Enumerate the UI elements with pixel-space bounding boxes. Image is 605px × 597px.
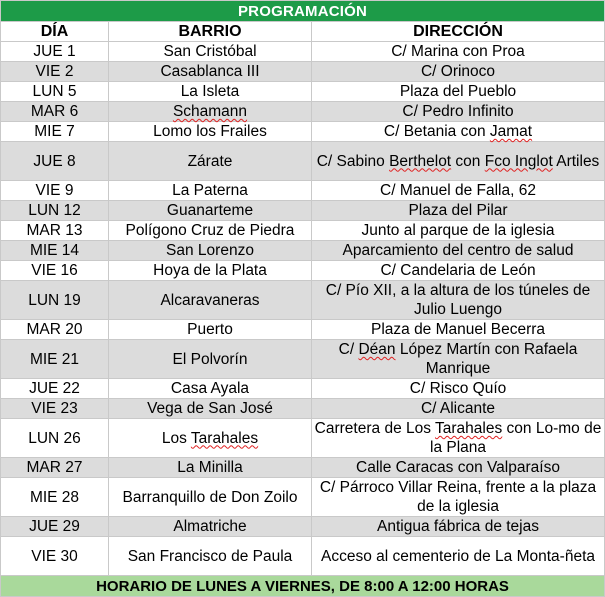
- spellcheck-mark: Fco Inglot: [484, 152, 553, 170]
- footer-row: [1, 576, 605, 597]
- cell-dia: JUE 29: [1, 517, 109, 537]
- cell-dia: MAR 27: [1, 458, 109, 478]
- cell-direccion: C/ Marina con Proa: [312, 42, 605, 62]
- cell-barrio: Zárate: [109, 142, 312, 181]
- table-row: [1, 340, 605, 379]
- cell-barrio: San Francisco de Paula: [109, 537, 312, 576]
- cell-direccion: C/ Pío XII, a la altura de los túneles de Julio Luengo: [312, 281, 605, 320]
- cell-direccion: C/ Alicante: [312, 399, 605, 419]
- header-row: [1, 22, 605, 42]
- spellcheck-mark: Jamat: [489, 123, 533, 140]
- schedule-footer: HORARIO DE LUNES A VIERNES, DE 8:00 A 12:00 HORAS: [1, 576, 605, 597]
- cell-direccion: C/ Manuel de Falla, 62: [312, 181, 605, 201]
- table-row: [1, 537, 605, 576]
- cell-dia: VIE 30: [1, 537, 109, 576]
- table-row: [1, 102, 605, 122]
- cell-direccion: C/ Risco Quío: [312, 379, 605, 399]
- spellcheck-mark: Tarahales: [190, 429, 259, 447]
- cell-dia: VIE 9: [1, 181, 109, 201]
- cell-direccion: C/ Betania con Jamat: [312, 122, 605, 142]
- cell-dia: MIE 7: [1, 122, 109, 142]
- cell-barrio: La Isleta: [109, 82, 312, 102]
- cell-direccion: Junto al parque de la iglesia: [312, 221, 605, 241]
- cell-direccion: C/ Candelaria de León: [312, 261, 605, 281]
- cell-barrio: Guanarteme: [109, 201, 312, 221]
- cell-direccion: C/ Sabino Berthelot con Fco Inglot Artiles: [312, 142, 605, 181]
- spellcheck-mark: Tarahales: [435, 420, 503, 437]
- spellcheck-mark: Berthelot: [389, 152, 452, 170]
- cell-direccion: Plaza del Pilar: [312, 201, 605, 221]
- cell-direccion: Acceso al cementerio de La Monta-ñeta: [312, 537, 605, 576]
- table-row: [1, 241, 605, 261]
- cell-direccion: Calle Caracas con Valparaíso: [312, 458, 605, 478]
- table-row: [1, 122, 605, 142]
- cell-barrio: Polígono Cruz de Piedra: [109, 221, 312, 241]
- cell-direccion: Aparcamiento del centro de salud: [312, 241, 605, 261]
- table-row: [1, 261, 605, 281]
- table-row: [1, 201, 605, 221]
- cell-barrio: Vega de San José: [109, 399, 312, 419]
- table-title: PROGRAMACIÓN: [1, 1, 605, 22]
- cell-barrio: Puerto: [109, 320, 312, 340]
- cell-direccion: Antigua fábrica de tejas: [312, 517, 605, 537]
- cell-direccion: Plaza del Pueblo: [312, 82, 605, 102]
- table-row: [1, 458, 605, 478]
- spellcheck-mark: Déan: [358, 341, 396, 358]
- cell-dia: MIE 21: [1, 340, 109, 379]
- cell-dia: LUN 5: [1, 82, 109, 102]
- cell-barrio: La Minilla: [109, 458, 312, 478]
- table-row: [1, 281, 605, 320]
- cell-barrio: Casablanca III: [109, 62, 312, 82]
- table-row: [1, 42, 605, 62]
- cell-dia: VIE 23: [1, 399, 109, 419]
- cell-direccion: Carretera de Los Tarahales con Lo-mo de la Plana: [312, 419, 605, 458]
- cell-direccion: Plaza de Manuel Becerra: [312, 320, 605, 340]
- cell-dia: MIE 28: [1, 478, 109, 517]
- table-row: [1, 379, 605, 399]
- column-header-direccion: DIRECCIÓN: [312, 22, 605, 42]
- cell-barrio: Almatriche: [109, 517, 312, 537]
- cell-dia: LUN 12: [1, 201, 109, 221]
- table-row: [1, 181, 605, 201]
- cell-dia: VIE 16: [1, 261, 109, 281]
- cell-dia: LUN 19: [1, 281, 109, 320]
- table-row: [1, 478, 605, 517]
- cell-barrio: Barranquillo de Don Zoilo: [109, 478, 312, 517]
- cell-dia: JUE 22: [1, 379, 109, 399]
- cell-direccion: C/ Déan López Martín con Rafaela Manrique: [312, 340, 605, 379]
- cell-barrio: La Paterna: [109, 181, 312, 201]
- cell-barrio: San Lorenzo: [109, 241, 312, 261]
- table-row: [1, 142, 605, 181]
- cell-dia: MAR 20: [1, 320, 109, 340]
- cell-dia: MAR 6: [1, 102, 109, 122]
- table-row: [1, 399, 605, 419]
- cell-barrio: Alcaravaneras: [109, 281, 312, 320]
- cell-barrio: Los Tarahales: [109, 419, 312, 458]
- table-row: [1, 221, 605, 241]
- spellcheck-mark: Schamann: [172, 103, 248, 120]
- table-row: [1, 62, 605, 82]
- title-row: [1, 1, 605, 22]
- cell-direccion: C/ Párroco Villar Reina, frente a la plaza de la iglesia: [312, 478, 605, 517]
- cell-barrio: San Cristóbal: [109, 42, 312, 62]
- column-header-barrio: BARRIO: [109, 22, 312, 42]
- cell-barrio: Hoya de la Plata: [109, 261, 312, 281]
- table-row: [1, 320, 605, 340]
- table-row: [1, 517, 605, 537]
- cell-barrio: Casa Ayala: [109, 379, 312, 399]
- cell-dia: JUE 8: [1, 142, 109, 181]
- cell-direccion: C/ Pedro Infinito: [312, 102, 605, 122]
- cell-dia: MAR 13: [1, 221, 109, 241]
- cell-barrio: Lomo los Frailes: [109, 122, 312, 142]
- cell-dia: MIE 14: [1, 241, 109, 261]
- table-row: [1, 419, 605, 458]
- cell-barrio: El Polvorín: [109, 340, 312, 379]
- cell-direccion: C/ Orinoco: [312, 62, 605, 82]
- table-row: [1, 82, 605, 102]
- column-header-dia: DÍA: [1, 22, 109, 42]
- cell-dia: VIE 2: [1, 62, 109, 82]
- cell-barrio: [109, 102, 312, 122]
- table-body: [1, 42, 605, 576]
- cell-dia: JUE 1: [1, 42, 109, 62]
- cell-dia: LUN 26: [1, 419, 109, 458]
